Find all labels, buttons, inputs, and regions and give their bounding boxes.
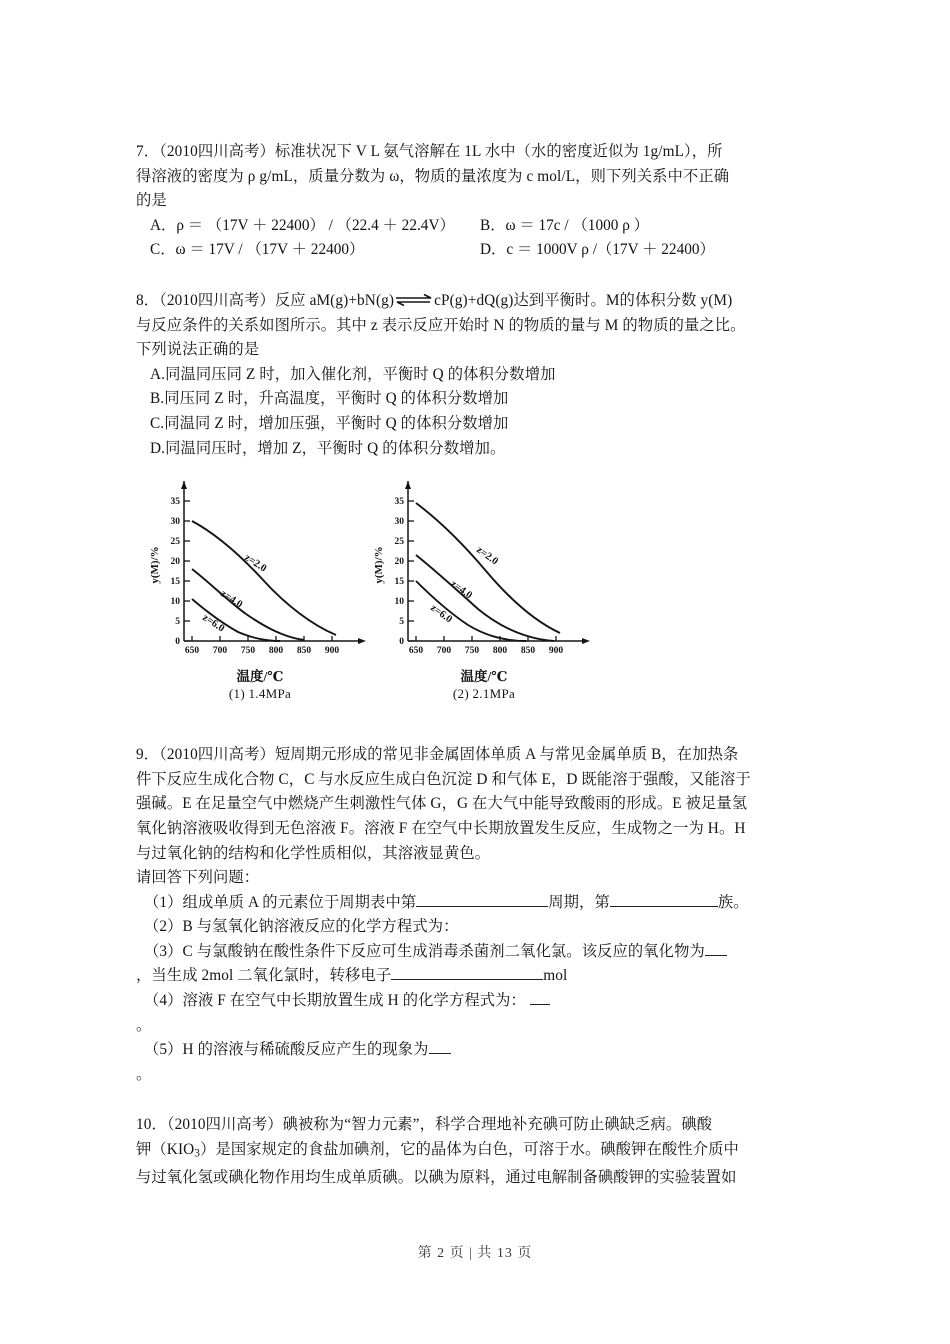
svg-text:850: 850 [520, 646, 536, 657]
svg-text:850: 850 [296, 646, 312, 657]
svg-text:25: 25 [170, 537, 180, 548]
chart-1-svg [140, 473, 380, 669]
q9-sub-3-blank-1[interactable] [705, 955, 727, 956]
svg-text:700: 700 [436, 646, 452, 657]
question-9 [136, 743, 812, 1087]
q9-sub-1 [136, 891, 812, 916]
q7-line-2: 得溶液的密度为 ρ g/mL，质量分数为 ω，物质的量浓度为 c mol/L，则下列关系中不正确 [136, 167, 730, 185]
svg-text:900: 900 [324, 646, 340, 657]
svg-text:800: 800 [492, 646, 508, 657]
chart-2-xlabel: 温度/℃ [460, 669, 508, 685]
question-8 [136, 289, 812, 461]
q9-line-4: 氧化钠溶液吸收得到无色溶液 F。溶液 F 在空气中长期放置发生反应，生成物之一为 H。H [136, 819, 746, 837]
q9-sub-5-blank[interactable] [429, 1053, 451, 1054]
q9-line-5: 与过氧化钠的结构和化学性质相似，其溶液显黄色。 [136, 844, 491, 862]
svg-text:z=4.0: z=4.0 [448, 578, 474, 602]
q9-line-6: 请回答下列问题： [136, 869, 260, 887]
svg-text:15: 15 [394, 577, 404, 588]
q8-line-1 [136, 289, 812, 314]
equilibrium-charts-figure [136, 473, 812, 709]
q9-line-3: 强碱。E 在足量空气中燃烧产生刺激性气体 G，G 在大气中能导致酸雨的形成。E 被足量氢 [136, 795, 748, 813]
chart-2-caption: (2) 2.1MPa [452, 686, 516, 702]
q10-line-1: 10．（2010四川高考）碘被称为“智力元素”，科学合理地补充碘可防止碘缺乏病。碘酸 [136, 1116, 713, 1134]
q9-sub-3-text-a: （3）C 与氯酸钠在酸性条件下反应可生成消毒杀菌剂二氧化氯。该反应的氧化物为 [144, 942, 705, 960]
q7-options-row-2 [136, 238, 812, 263]
q8-line-1-pre: 8．（2010四川高考）反应 aM(g)+bN(g) [136, 291, 395, 309]
q10-line-3: 与过氧化氢或碘化物作用均生成单质碘。以碘为原料，通过电解制备碘酸钾的实验装置如 [136, 1169, 737, 1187]
q7-options-row-1 [136, 214, 812, 239]
q9-sub-1-text-a: （1）组成单质 A 的元素位于周期表中第 [144, 893, 417, 911]
q9-sub-2: （2）B 与氢氧化钠溶液反应的化学方程式为： [144, 918, 459, 936]
question-10 [136, 1113, 812, 1190]
q9-sub-5-end: 。 [136, 1065, 152, 1083]
spacer [136, 1087, 812, 1113]
q7-option-a: A．ρ ＝ （17V ＋ 22400） / （22.4 ＋ 22.4V） [150, 216, 455, 234]
q9-sub-1-blank-1[interactable] [416, 906, 548, 907]
svg-text:750: 750 [464, 646, 480, 657]
svg-text:30: 30 [170, 517, 180, 528]
svg-text:35: 35 [394, 497, 404, 508]
q9-sub-3-text-b: ，当生成 2mol 二氧化氯时，转移电子 [136, 967, 392, 985]
svg-text:750: 750 [240, 646, 256, 657]
equilibrium-arrow-icon [394, 295, 434, 307]
svg-text:800: 800 [268, 646, 284, 657]
q8-option-b: B.同压同 Z 时，升高温度，平衡时 Q 的体积分数增加 [150, 390, 509, 408]
svg-text:30: 30 [394, 517, 404, 528]
q10-line-2 [136, 1138, 812, 1166]
svg-text:z=6.0: z=6.0 [428, 602, 454, 626]
svg-text:650: 650 [408, 646, 424, 657]
chart-2-1mpa [364, 473, 604, 709]
spacer [136, 263, 812, 289]
chart-1-caption: (1) 1.4MPa [228, 686, 292, 702]
q9-sub-4 [136, 989, 812, 1014]
q9-sub-3-text-c: mol [543, 967, 568, 985]
svg-text:z=4.0: z=4.0 [218, 588, 245, 611]
q9-line-1: 9．（2010四川高考）短周期元形成的常见非金属固体单质 A 与常见金属单质 B，在加热条 [136, 746, 739, 764]
svg-text:35: 35 [170, 497, 180, 508]
q7-option-d: D．c ＝ 1000V ρ /（17V ＋ 22400） [480, 241, 715, 259]
page-content [136, 140, 812, 1191]
q9-sub-1-blank-2[interactable] [610, 906, 718, 907]
svg-text:y(M)/%: y(M)/% [149, 546, 161, 584]
q9-sub-3-line-2 [136, 964, 812, 989]
q9-sub-5-text: （5）H 的溶液与稀硫酸反应产生的现象为 [144, 1041, 429, 1059]
q9-sub-5 [136, 1038, 812, 1063]
svg-text:650: 650 [184, 646, 200, 657]
q9-sub-3-blank-2[interactable] [391, 979, 543, 980]
svg-text:25: 25 [394, 537, 404, 548]
chart-2-svg [364, 473, 604, 669]
q9-line-2: 件下反应生成化合物 C，C 与水反应生成白色沉淀 D 和气体 E，D 既能溶于强酸，又能溶于 [136, 770, 751, 788]
question-7 [136, 140, 812, 263]
svg-text:5: 5 [399, 617, 404, 628]
svg-text:z=2.0: z=2.0 [242, 552, 269, 575]
svg-text:15: 15 [170, 577, 180, 588]
svg-text:z=2.0: z=2.0 [474, 544, 500, 568]
svg-text:y(M)/%: y(M)/% [373, 546, 385, 584]
q7-line-1: 7．（2010四川高考）标准状况下 V L 氨气溶解在 1L 水中（水的密度近似为 1g/mL），所 [136, 143, 723, 160]
q10-line-2-a: 钾（KIO [136, 1141, 195, 1159]
q7-option-b: B．ω ＝ 17c / （1000 ρ ） [480, 216, 649, 234]
svg-text:20: 20 [170, 557, 180, 568]
q10-line-2-b: ）是国家规定的食盐加碘剂，它的晶体为白色，可溶于水。碘酸钾在酸性介质中 [200, 1141, 739, 1159]
svg-text:5: 5 [175, 617, 180, 628]
q8-line-1-post: cP(g)+dQ(g)达到平衡时。M的体积分数 y(M) [434, 291, 733, 309]
svg-text:700: 700 [212, 646, 228, 657]
svg-text:z=6.0: z=6.0 [200, 612, 227, 635]
q7-option-c: C．ω ＝ 17V / （17V ＋ 22400） [150, 241, 365, 259]
q9-sub-1-text-b: 周期，第 [548, 893, 610, 911]
q9-sub-4-text: （4）溶液 F 在空气中长期放置生成 H 的化学方程式为： [144, 992, 526, 1010]
svg-text:20: 20 [394, 557, 404, 568]
q9-sub-4-blank[interactable] [530, 1004, 550, 1005]
svg-text:10: 10 [170, 597, 180, 608]
svg-text:0: 0 [399, 637, 404, 648]
svg-text:900: 900 [548, 646, 564, 657]
q7-line-3: 的是 [136, 192, 167, 210]
q9-sub-4-end: 。 [136, 1016, 152, 1034]
q9-sub-3-line-1 [136, 940, 812, 965]
q8-option-d: D.同温同压时，增加 Z，平衡时 Q 的体积分数增加。 [150, 439, 506, 457]
svg-text:0: 0 [175, 637, 180, 648]
q8-option-a: A.同温同压同 Z 时，加入催化剂，平衡时 Q 的体积分数增加 [150, 365, 556, 383]
q9-sub-1-text-c: 族。 [717, 893, 749, 911]
q10-subscript: 3 [194, 1147, 201, 1160]
chart-1-xlabel: 温度/℃ [236, 669, 284, 685]
q8-option-c: C.同温同 Z 时，增加压强，平衡时 Q 的体积分数增加 [150, 414, 509, 432]
q8-line-2: 与反应条件的关系如图所示。其中 z 表示反应开始时 N 的物质的量与 M 的物质的量之比。 [136, 316, 746, 334]
page-footer: 第 2 页 | 共 13 页 [417, 1246, 533, 1261]
spacer [136, 709, 812, 743]
svg-text:10: 10 [394, 597, 404, 608]
q8-line-3: 下列说法正确的是 [136, 341, 260, 359]
chart-1-4mpa [140, 473, 380, 709]
